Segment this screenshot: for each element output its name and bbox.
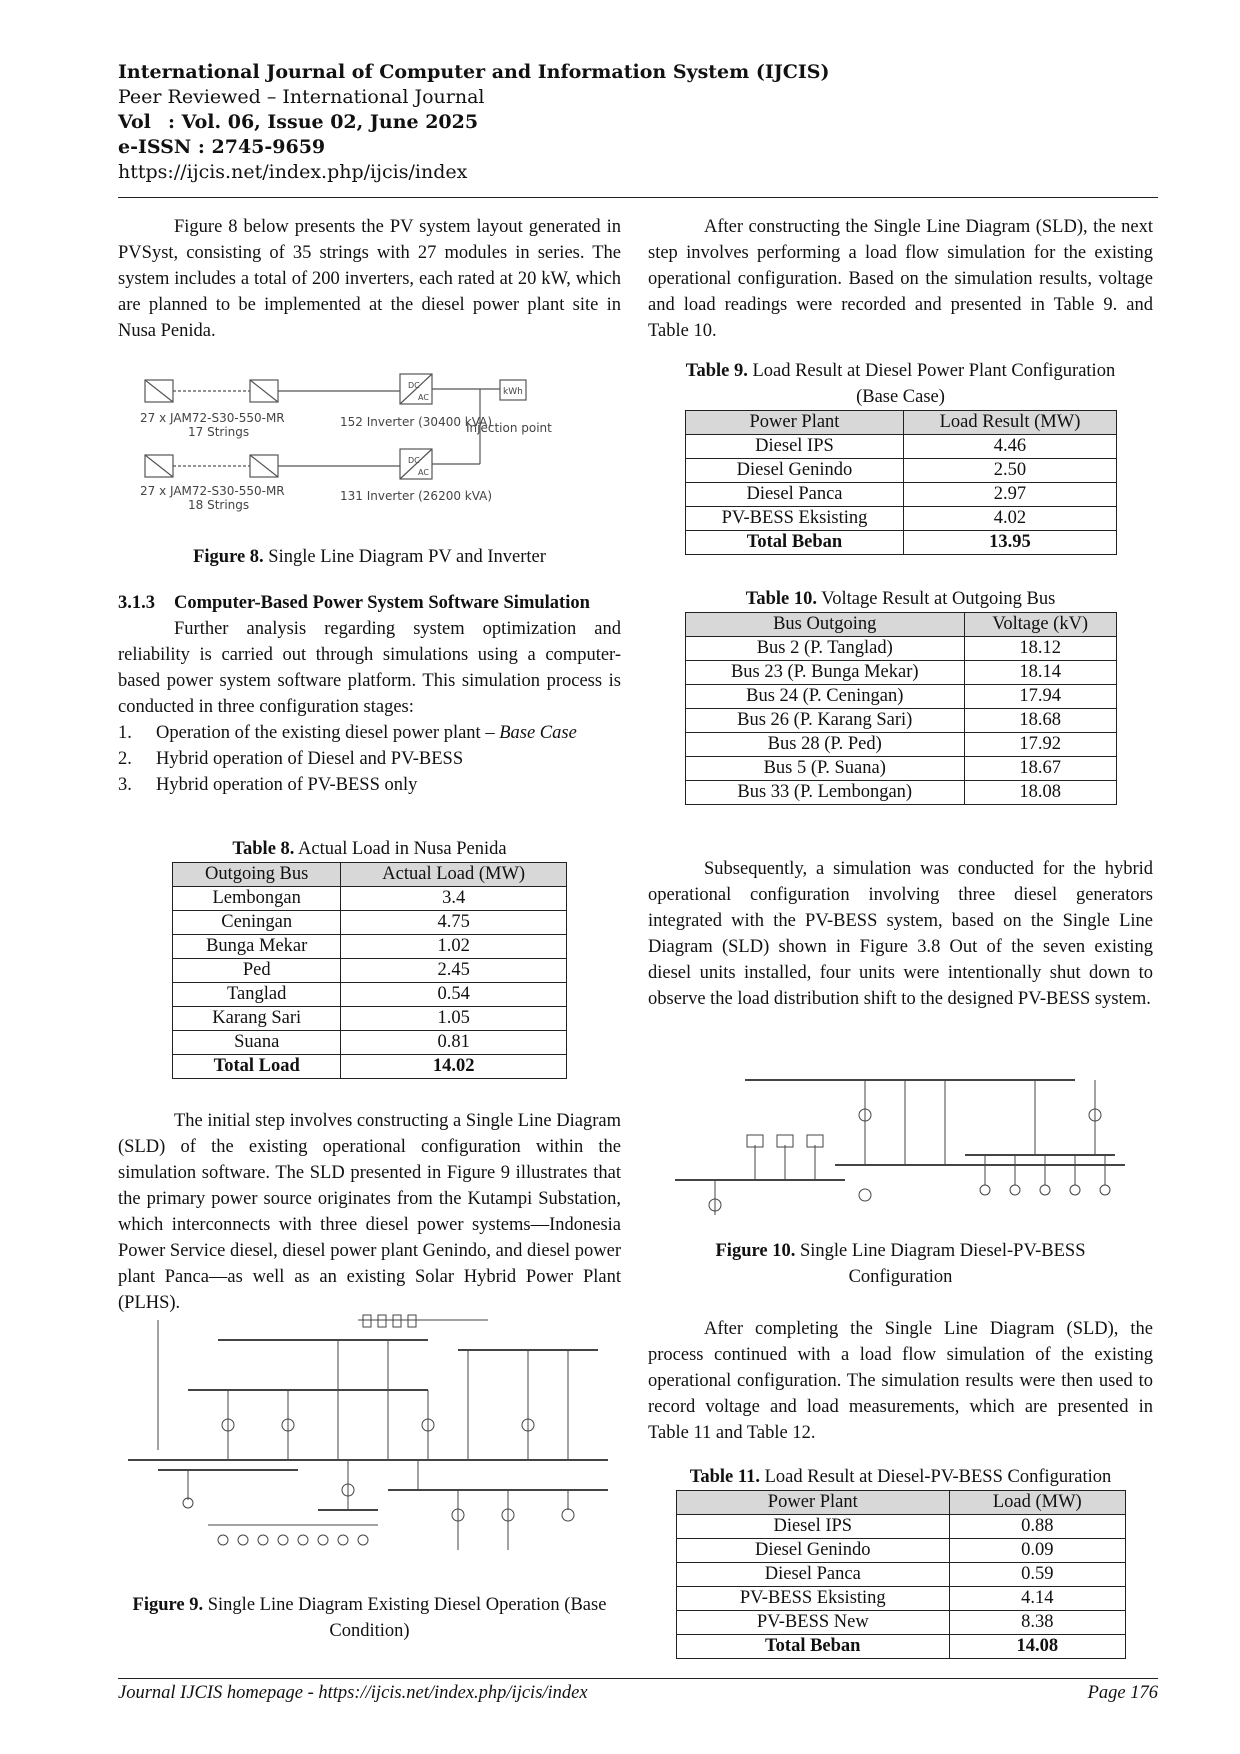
table-row: Bus 24 (P. Ceningan) 17.94: [685, 685, 1116, 709]
paragraph: After constructing the Single Line Diagram (SLD), the next step involves performing a load flow simulation for the existing operational configuration. Based on the simulation results, voltage and load readings were recorded and presented in Table 9. and Table 10.: [648, 217, 1153, 341]
figure-10-caption: Figure 10. Single Line Diagram Diesel-PV-BESS Configuration: [715, 1241, 1086, 1287]
table-8-caption: Table 8. Actual Load in Nusa Penida: [232, 839, 507, 859]
paragraph: The initial step involves constructing a Single Line Diagram (SLD) of the existing operational configuration within the simulation software. The SLD presented in Figure 9 illustrates that the primary power source originates from the Kutampi Substation, which interconnects with three diesel power systems—Indonesia Power Service diesel, diesel power plant Genindo, and diesel power plant Panca—as well as an existing Solar Hybrid Power Plant (PLHS).: [118, 1111, 621, 1313]
pv-string-count: 18 Strings: [188, 498, 250, 512]
sld-diesel-pv-bess-diagram: [655, 1055, 1155, 1225]
figure-9-caption: Figure 9. Single Line Diagram Existing Diesel Operation (Base Condition): [132, 1595, 607, 1641]
left-column-lower: [118, 1108, 621, 1316]
table-11: [676, 1490, 1126, 1659]
page-footer: [118, 1678, 1158, 1704]
right-column-lower: [648, 1316, 1153, 1446]
stage-list: [118, 720, 621, 798]
journal-url[interactable]: https://ijcis.net/index.php/ijcis/index: [118, 161, 468, 183]
generator-icon: [1010, 1185, 1020, 1195]
list-item: 3. Hybrid operation of PV-BESS only: [118, 775, 418, 795]
svg-text:DC: DC: [408, 456, 420, 465]
paragraph: After completing the Single Line Diagram (SLD), the process continued with a load flow simulation of the existing operational configuration. The simulation results were then used to record voltage and load measurements, which are presented in Table 11 and Table 12.: [648, 1319, 1153, 1443]
paragraph: Figure 8 below presents the PV system layout generated in PVSyst, consisting of 35 strings with 27 modules in series. The system includes a total of 200 inverters, each rated at 20 kW, which are planned to be implemented at the diesel power plant site in Nusa Penida.: [118, 217, 621, 341]
generator-icon: [980, 1185, 990, 1195]
table-row: Karang Sari 1.05: [173, 1007, 567, 1031]
table-row: Ceningan 4.75: [173, 911, 567, 935]
table-row: Suana 0.81: [173, 1031, 567, 1055]
table-row: Bus 28 (P. Ped) 17.92: [685, 733, 1116, 757]
transformer-icon: [859, 1189, 871, 1201]
table-row: Diesel Genindo 2.50: [685, 459, 1116, 483]
table-row: Ped 2.45: [173, 959, 567, 983]
svg-text:kWh: kWh: [503, 387, 523, 397]
table-header-row: Power Plant Load (MW): [676, 1491, 1125, 1515]
generator-icon: [1070, 1185, 1080, 1195]
table-row: Tanglad 0.54: [173, 983, 567, 1007]
generator-icon: [1040, 1185, 1050, 1195]
left-column: [118, 214, 621, 344]
table-header-row: Power Plant Load Result (MW): [685, 411, 1116, 435]
table-10-caption: Table 10. Voltage Result at Outgoing Bus: [745, 589, 1056, 609]
sld-existing-diagram: [128, 1310, 618, 1560]
table-row: Bus 5 (P. Suana) 18.67: [685, 757, 1116, 781]
table-row: PV-BESS Eksisting 4.14: [676, 1587, 1125, 1611]
figure-9: [128, 1310, 618, 1560]
table-row: Bus 2 (P. Tanglad) 18.12: [685, 637, 1116, 661]
right-column-mid: [648, 856, 1153, 1012]
generator-icon: [1100, 1185, 1110, 1195]
pv-string-label: 27 x JAM72-S30-550-MR: [140, 484, 285, 498]
table-row: Diesel IPS 0.88: [676, 1515, 1125, 1539]
table-header-row: Outgoing Bus Actual Load (MW): [173, 863, 567, 887]
pv-inverter-diagram: [140, 360, 620, 520]
table-8: [172, 862, 567, 1079]
table-row: Bus 23 (P. Bunga Mekar) 18.14: [685, 661, 1116, 685]
table-row: Bus 26 (P. Karang Sari) 18.68: [685, 709, 1116, 733]
table-11-caption: Table 11. Load Result at Diesel-PV-BESS Configuration: [689, 1467, 1112, 1487]
journal-header: [118, 60, 829, 185]
table-9: [685, 410, 1117, 555]
peer-review-line: Peer Reviewed – International Journal: [118, 86, 485, 108]
table-total-row: Total Load 14.02: [173, 1055, 567, 1079]
list-item: 1. Operation of the existing diesel power plant – Base Case: [118, 723, 577, 743]
page-number: Page 176: [1087, 1683, 1158, 1703]
table-11-block: [648, 1464, 1153, 1659]
table-row: Lembongan 3.4: [173, 887, 567, 911]
table-row: PV-BESS New 8.38: [676, 1611, 1125, 1635]
list-item: 2. Hybrid operation of Diesel and PV-BESS: [118, 749, 464, 769]
inverter-label: 131 Inverter (26200 kVA): [340, 489, 493, 503]
table-row: Bunga Mekar 1.02: [173, 935, 567, 959]
table-row: Diesel IPS 4.46: [685, 435, 1116, 459]
paragraph: Further analysis regarding system optimization and reliability is carried out through simulations using a computer-based power system software platform. This simulation process is conducted in three configuration stages:: [118, 619, 621, 717]
journal-title: International Journal of Computer and Information System (IJCIS): [118, 61, 830, 83]
section-block: [118, 590, 621, 798]
eissn-line: e-ISSN : 2745-9659: [118, 136, 326, 158]
table-8-block: [118, 836, 621, 1079]
table-row: Diesel Panca 2.97: [685, 483, 1116, 507]
pv-string-count: 17 Strings: [188, 425, 250, 439]
footer-homepage[interactable]: Journal IJCIS homepage - https://ijcis.net/index.php/ijcis/index: [118, 1683, 588, 1703]
section-heading: 3.1.3 Computer-Based Power System Software Simulation: [118, 593, 590, 613]
table-10-block: [648, 586, 1153, 805]
inverter-label: 152 Inverter (30400 kVA): [340, 415, 493, 429]
header-divider: [118, 197, 1158, 198]
table-total-row: Total Beban 13.95: [685, 531, 1116, 555]
figure-10: [655, 1055, 1155, 1225]
svg-text:AC: AC: [418, 468, 429, 477]
table-row: Bus 33 (P. Lembongan) 18.08: [685, 781, 1116, 805]
figure-8-caption: Figure 8. Single Line Diagram PV and Inverter: [193, 547, 546, 567]
paragraph: Subsequently, a simulation was conducted for the hybrid operational configuration involving three diesel generators integrated with the PV-BESS system, based on the Single Line Diagram (SLD) shown in Figure 3.8 Out of the seven existing diesel units installed, four units were intentionally shut down to observe the load distribution shift to the designed PV-BESS system.: [648, 859, 1153, 1009]
table-row: Diesel Panca 0.59: [676, 1563, 1125, 1587]
table-9-caption: Table 9. Load Result at Diesel Power Plant Configuration (Base Case): [685, 361, 1116, 407]
table-row: Diesel Genindo 0.09: [676, 1539, 1125, 1563]
svg-text:DC: DC: [408, 381, 420, 390]
injection-point-label: Injection point: [466, 421, 552, 435]
transformer-icon: [562, 1509, 574, 1521]
right-column: [648, 214, 1153, 344]
table-10: [685, 612, 1117, 805]
pv-string-label: 27 x JAM72-S30-550-MR: [140, 411, 285, 425]
table-9-block: [648, 358, 1153, 555]
volume-line: Vol : Vol. 06, Issue 02, June 2025: [118, 111, 479, 133]
table-row: PV-BESS Eksisting 4.02: [685, 507, 1116, 531]
table-header-row: Bus Outgoing Voltage (kV): [685, 613, 1116, 637]
table-total-row: Total Beban 14.08: [676, 1635, 1125, 1659]
figure-8: [140, 360, 620, 520]
svg-text:AC: AC: [418, 393, 429, 402]
